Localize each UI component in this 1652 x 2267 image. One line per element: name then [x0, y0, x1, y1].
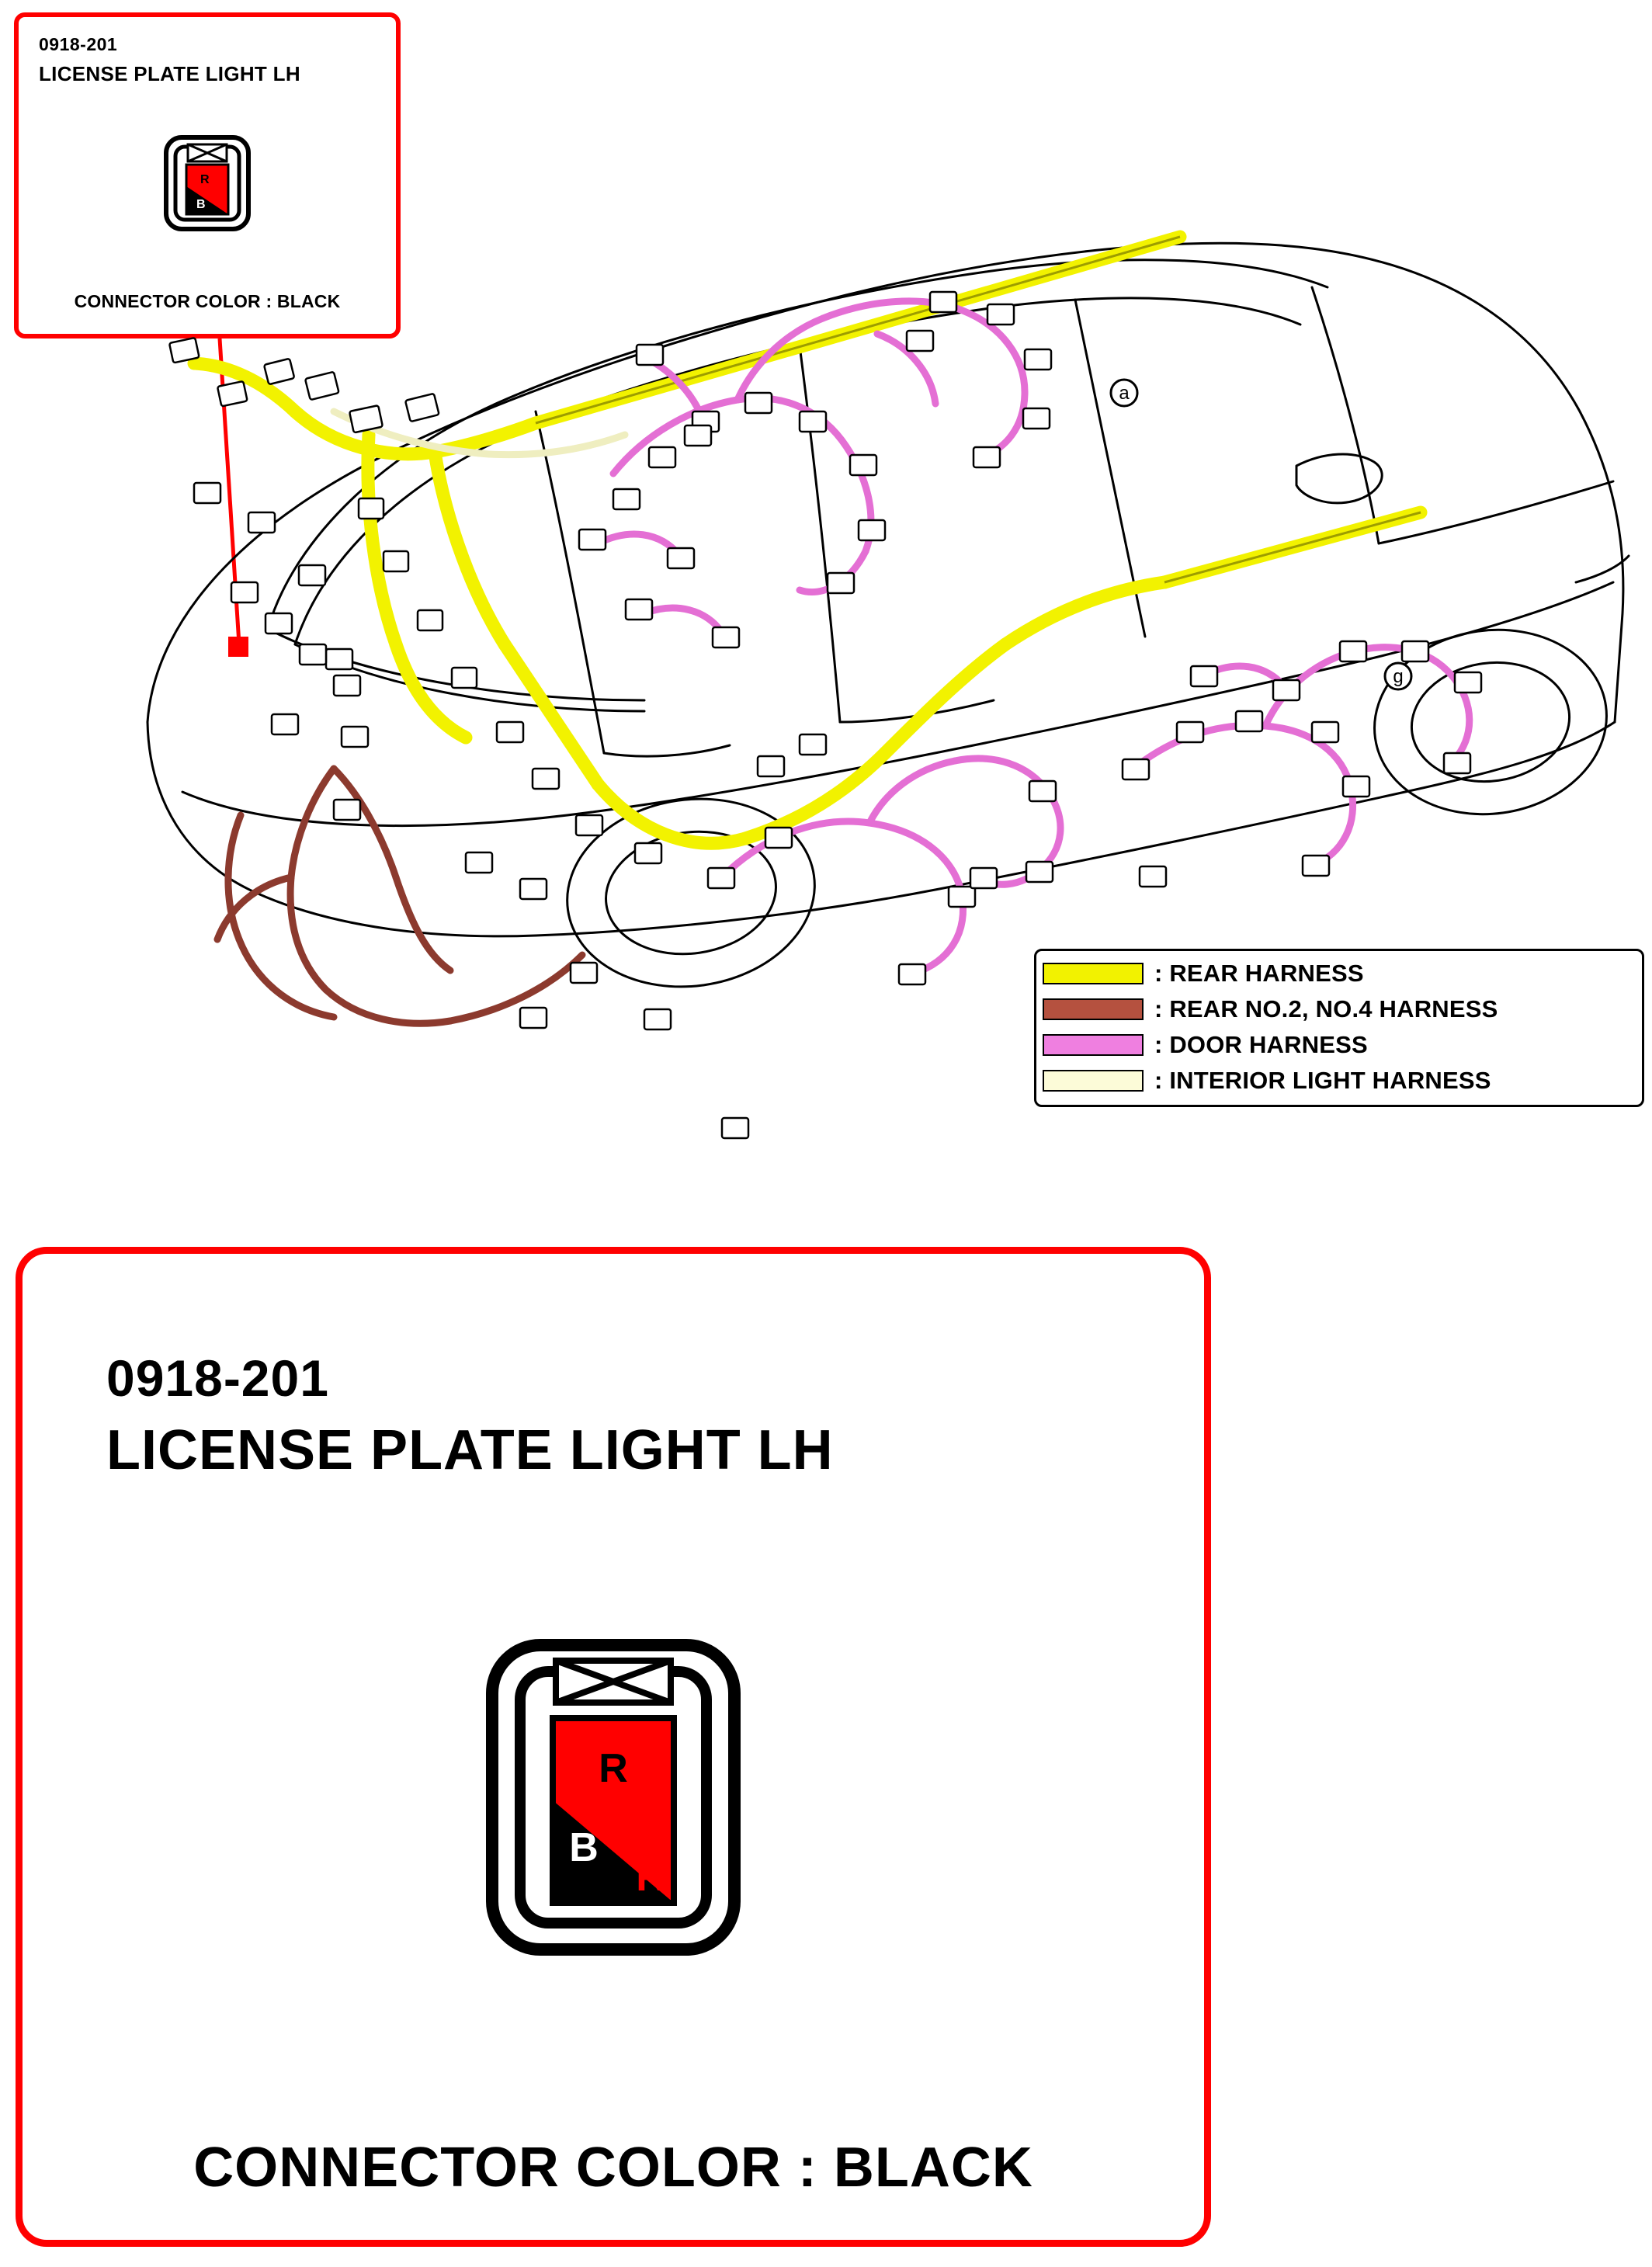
- legend-swatch-door-harness: [1043, 1034, 1144, 1056]
- svg-text:R: R: [636, 1855, 665, 1900]
- legend-label-door-harness: : DOOR HARNESS: [1154, 1031, 1368, 1058]
- svg-text:g: g: [1393, 666, 1404, 687]
- legend-swatch-rear-harness: [1043, 963, 1144, 984]
- svg-text:B: B: [196, 198, 206, 211]
- callout-small-code: 0918-201: [39, 34, 118, 54]
- svg-text:B: B: [569, 1825, 599, 1870]
- legend-swatch-rear-no2-no4-harness: [1043, 998, 1144, 1020]
- legend-label-interior-light-harness: : INTERIOR LIGHT HARNESS: [1154, 1067, 1491, 1094]
- legend-row: [1043, 1063, 1636, 1099]
- callout-large-title: LICENSE PLATE LIGHT LH: [106, 1419, 834, 1481]
- callout-box-large: [16, 1247, 1211, 2247]
- legend-swatch-interior-light-harness: [1043, 1070, 1144, 1092]
- legend-label-rear-no2-no4-harness: : REAR NO.2, NO.4 HARNESS: [1154, 995, 1498, 1022]
- legend-label-rear-harness: : REAR HARNESS: [1154, 960, 1364, 987]
- svg-text:R: R: [599, 1746, 628, 1791]
- legend-row: [1043, 956, 1636, 991]
- legend-row: [1043, 991, 1636, 1027]
- connector-symbol-large: [481, 1634, 745, 1960]
- harness-color-legend: [1034, 949, 1644, 1107]
- callout-small-connector-color: CONNECTOR COLOR : BLACK: [74, 291, 341, 311]
- legend-row: [1043, 1027, 1636, 1063]
- callout-small-title: LICENSE PLATE LIGHT LH: [39, 62, 300, 85]
- callout-large-code: 0918-201: [106, 1349, 329, 1407]
- callout-large-connector-color: CONNECTOR COLOR : BLACK: [193, 2137, 1033, 2199]
- svg-text:R: R: [200, 173, 210, 186]
- svg-text:a: a: [1119, 383, 1130, 404]
